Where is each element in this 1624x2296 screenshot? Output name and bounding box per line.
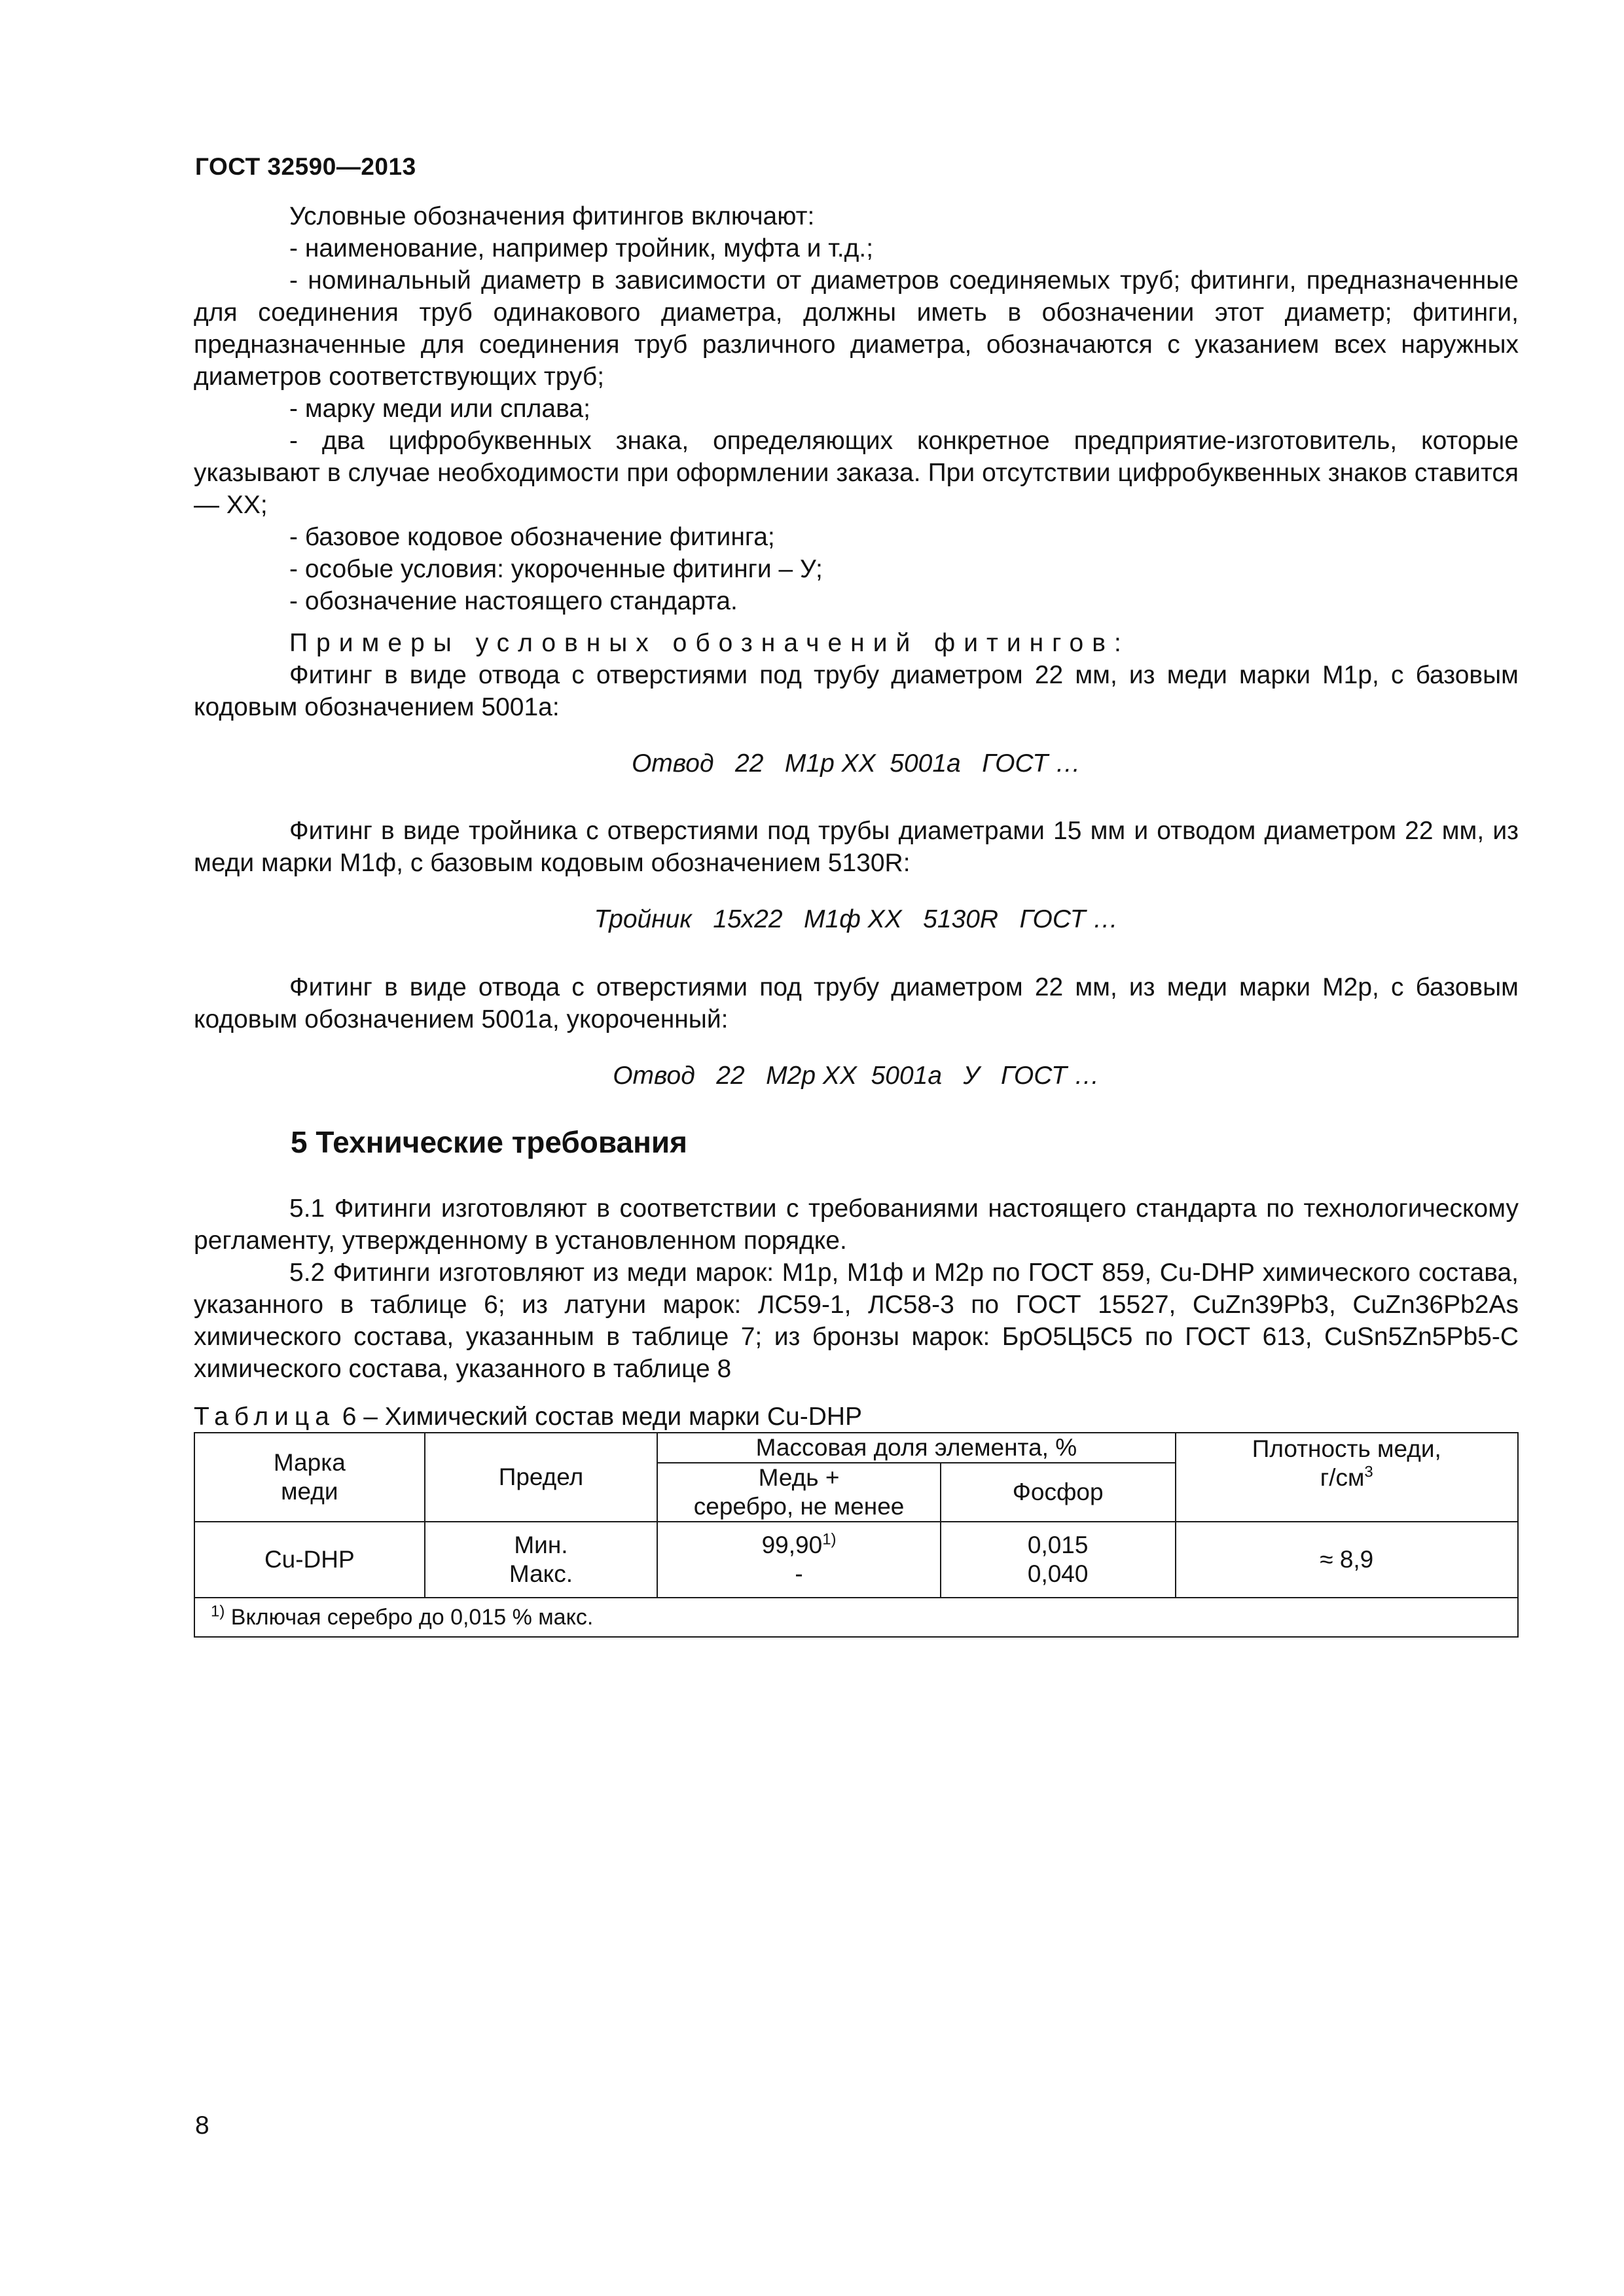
- table-footnote: $^{1)}$ Включая серебро до 0,015 % макс.: [194, 1598, 1518, 1637]
- cell-copper: [657, 1522, 941, 1598]
- designation-rule-item: - номинальный диаметр в зависимости от диаметров соединяемых труб; фитинги, предназначенные для соединения труб одинакового диаметра, должны иметь в обозначении этот диаметр; фитинги, предназначенные для соединения труб различного диаметра, обозначаются с указанием всех наружных диаметров соответствующих труб;: [194, 266, 1519, 391]
- designation-rule-item: - базовое кодовое обозначение фитинга;: [289, 523, 775, 551]
- example-paragraph: [194, 815, 1519, 879]
- table-caption-label: Таблица: [194, 1403, 335, 1431]
- header-cell-mass-fraction: Массовая доля элемента, %: [657, 1433, 1175, 1463]
- cell-phosphorus: [941, 1522, 1176, 1598]
- clause-5-2: 5.2 Фитинги изготовляют из меди марок: М1р, М1ф и М2р по ГОСТ 859, Cu-DHP химического состава, указанного в таблице 6; из латуни марок: ЛС59-1, ЛС58-3 по ГОСТ 15527, CuZn39Pb3, CuZn36Pb2As химического состава, указанным в таблице 7; из бронзы марок: БрО5Ц5С5 по ГОСТ 613, CuSn5Zn5Pb5-C химического состава, указанного в таблице 8: [194, 1259, 1519, 1383]
- cell-phosphorus-min: 0,015: [1027, 1532, 1089, 1558]
- chemical-composition-table: [194, 1432, 1519, 1638]
- header-cell-limit: Предел: [425, 1433, 658, 1522]
- examples-block: [194, 627, 1519, 723]
- page-number: 8: [195, 2111, 209, 2140]
- header-density-unit: $г/см^3$: [1320, 1463, 1373, 1491]
- example-designation: Тройник 15х22 М1ф ХХ 5130R ГОСТ …: [594, 905, 1119, 933]
- cell-grade: Cu-DHP: [194, 1522, 425, 1598]
- table-caption-title: 6 – Химический состав меди марки Cu-DHP: [334, 1403, 863, 1431]
- technical-requirements-block: [194, 1193, 1519, 1385]
- cell-copper-max: -: [795, 1560, 803, 1587]
- header-cell-grade: [194, 1433, 425, 1522]
- cell-phosphorus-max: 0,040: [1027, 1560, 1089, 1587]
- example-designation: Отвод 22 М2р ХХ 5001а У ГОСТ …: [613, 1062, 1100, 1090]
- designation-rule-item: - особые условия: укороченные фитинги – У;: [289, 555, 823, 583]
- example-paragraph: [194, 971, 1519, 1035]
- table-footnote-row: [194, 1598, 1518, 1637]
- table-caption: [194, 1402, 862, 1432]
- example-description: Фитинг в виде отвода с отверстиями под трубу диаметром 22 мм, из меди марки М1р, с базовым кодовым обозначением 5001а:: [194, 661, 1519, 721]
- table-row: [194, 1522, 1518, 1598]
- example-description: Фитинг в виде отвода с отверстиями под трубу диаметром 22 мм, из меди марки М2р, с базовым кодовым обозначением 5001а, укороченный:: [194, 973, 1519, 1033]
- header-copper-line1: Медь +: [758, 1464, 840, 1491]
- clause-5-1: 5.1 Фитинги изготовляют в соответствии с требованиями настоящего стандарта по технологическому регламенту, утвержденному в установленном порядке.: [194, 1194, 1519, 1255]
- cell-limit-min: Мин.: [514, 1532, 568, 1558]
- designation-rule-item: - два цифробуквенных знака, определяющих конкретное предприятие-изготовитель, которые указывают в случае необходимости при оформлении заказа. При отсутствии цифробуквенных знаков ставится — ХХ;: [194, 427, 1519, 519]
- document-id: ГОСТ 32590—2013: [195, 153, 416, 180]
- designation-rule-item: - обозначение настоящего стандарта.: [289, 587, 738, 615]
- header-grade-line1: Марка: [273, 1449, 346, 1476]
- header-copper-line2: серебро, не менее: [693, 1493, 905, 1520]
- header-density-line1: Плотность меди,: [1252, 1435, 1441, 1462]
- designation-rules-lead: Условные обозначения фитингов включают:: [289, 202, 815, 230]
- header-cell-density: [1176, 1433, 1519, 1522]
- examples-heading: Примеры условных обозначений фитингов:: [289, 629, 1130, 657]
- header-cell-copper: [657, 1463, 941, 1522]
- example-designation: Отвод 22 М1р ХХ 5001а ГОСТ …: [631, 749, 1081, 778]
- cell-limit-max: Макс.: [509, 1560, 573, 1587]
- designation-rule-item: - марку меди или сплава;: [289, 395, 590, 423]
- header-grade-line2: меди: [281, 1478, 338, 1505]
- table-header-row: [194, 1433, 1518, 1463]
- cell-copper-min: 99,90$^{1)}$: [761, 1530, 837, 1558]
- designation-rule-item: - наименование, например тройник, муфта и т.д.;: [289, 234, 874, 262]
- example-description: Фитинг в виде тройника с отверстиями под трубы диаметрами 15 мм и отводом диаметром 22 мм, из меди марки М1ф, с базовым кодовым обозначением 5130R:: [194, 817, 1519, 877]
- cell-limit: [425, 1522, 658, 1598]
- cell-density: ≈ 8,9: [1176, 1522, 1519, 1598]
- header-cell-phosphorus: Фосфор: [941, 1463, 1176, 1522]
- section-title: 5 Технические требования: [291, 1125, 687, 1159]
- designation-rules-block: [194, 200, 1519, 617]
